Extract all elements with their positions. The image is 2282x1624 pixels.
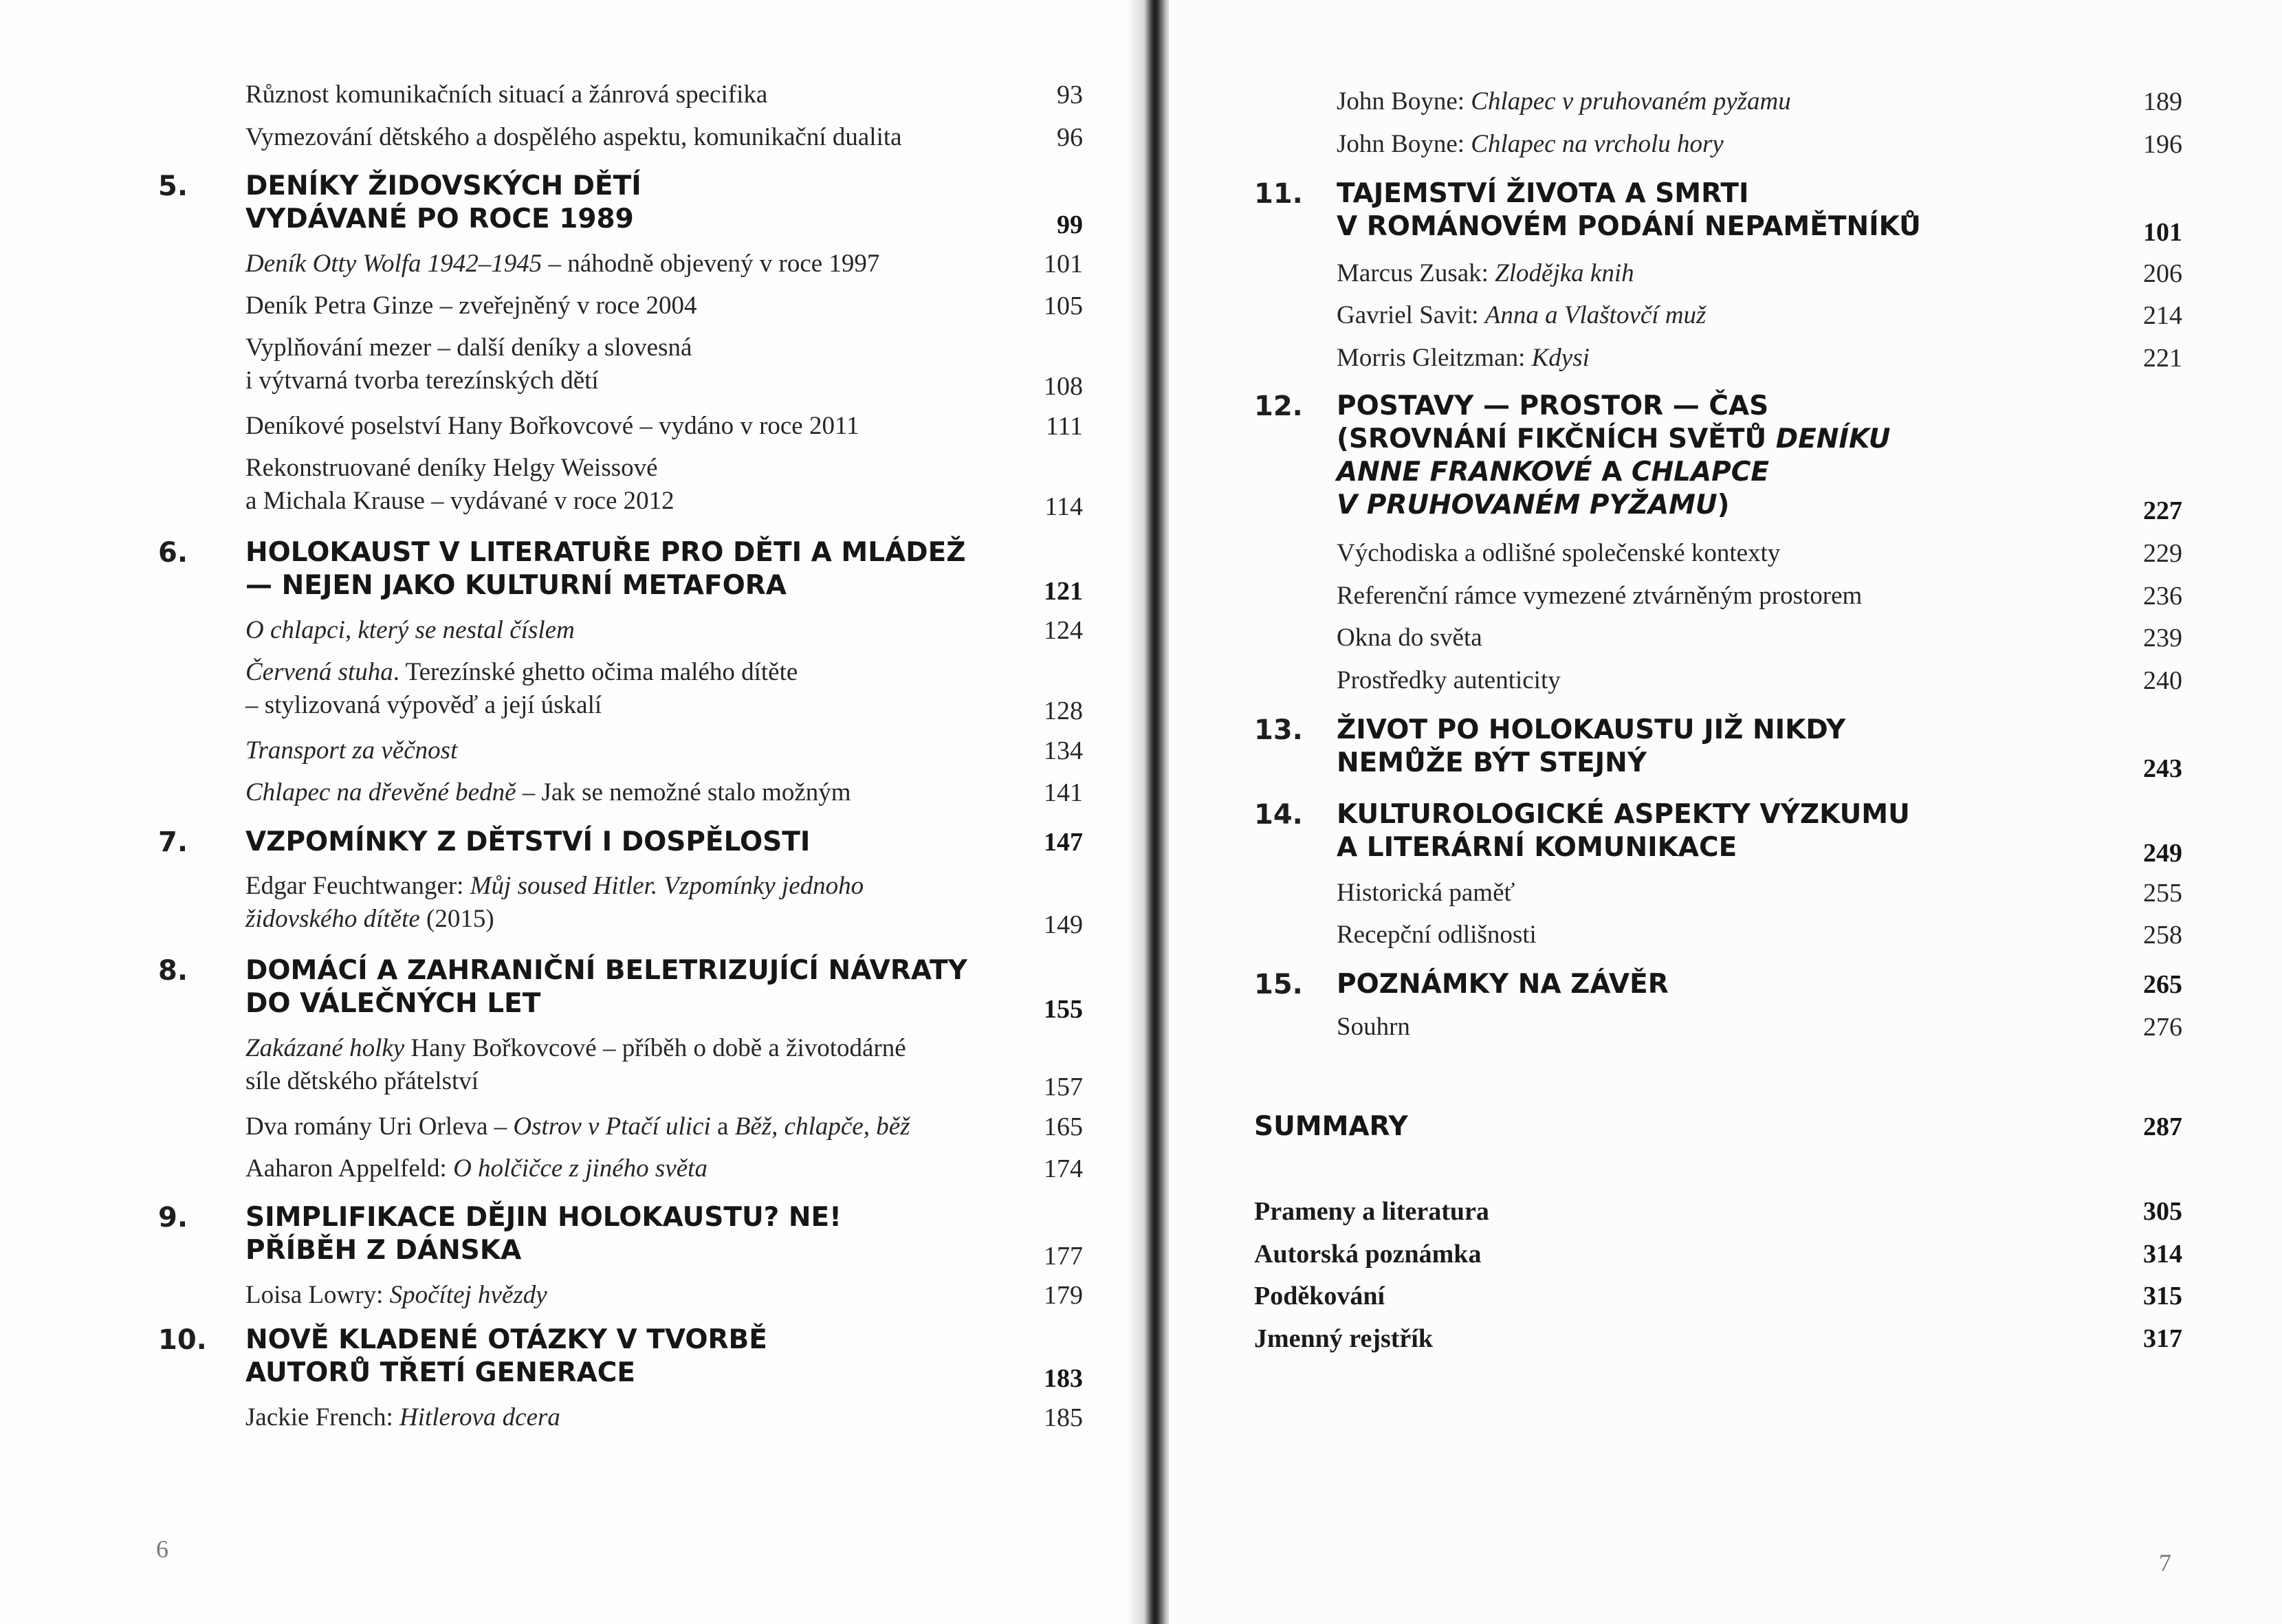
toc-entry-title: Gavriel Savit: Anna a Vlaštovčí muž: [1337, 301, 1707, 329]
toc-entry-title: Deník Petra Ginze – zveřejněný v roce 2004: [245, 292, 697, 320]
toc-chapter-title: VYDÁVANÉ PO ROCE 1989: [245, 204, 634, 234]
toc-chapter-page: 177: [1044, 1242, 1083, 1271]
toc-entry-page: 185: [1044, 1403, 1083, 1432]
toc-chapter-number: 6.: [158, 537, 188, 569]
toc-chapter-page: 243: [2143, 754, 2182, 783]
toc-entry: [1254, 128, 2182, 161]
toc-entry-page: 124: [1044, 616, 1083, 645]
toc-entry: [158, 776, 1083, 809]
toc-entry-page: 134: [1044, 736, 1083, 765]
toc-entry-title: Vyplňování mezer – další deníky a slovesná: [245, 333, 692, 362]
toc-chapter: [1254, 1110, 2182, 1143]
toc-entry-title: Loisa Lowry: Spočítej hvězdy: [245, 1281, 547, 1309]
toc-chapter-title: DOMÁCÍ A ZAHRANIČNÍ BELETRIZUJÍCÍ NÁVRATY: [245, 955, 967, 986]
toc-entry-page: 128: [1044, 696, 1083, 725]
toc-chapter-number: 14.: [1254, 799, 1303, 831]
toc-chapter-number: 9.: [158, 1202, 188, 1233]
toc-chapter-page: 265: [2143, 970, 2182, 999]
toc-entry-title: Transport za věčnost: [245, 736, 458, 765]
toc-entry: [1254, 877, 2182, 910]
toc-entry-title: Souhrn: [1337, 1013, 1410, 1041]
toc-entry-title: Deník Otty Wolfa 1942–1945 – náhodně objevený v roce 1997: [245, 250, 880, 278]
toc-entry: [158, 870, 1083, 939]
toc-entry-title: Historická paměť: [1337, 879, 1515, 907]
toc-chapter-title: — NEJEN JAKO KULTURNÍ METAFORA: [245, 570, 787, 601]
toc-entry-page: 149: [1044, 910, 1083, 939]
toc-chapter-number: 8.: [158, 955, 188, 987]
toc-entry-page: 179: [1044, 1281, 1083, 1310]
toc-entry-title: židovského dítěte (2015): [245, 905, 494, 933]
toc-chapter-title: SIMPLIFIKACE DĚJIN HOLOKAUSTU? NE!: [245, 1202, 842, 1233]
toc-entry-page: 276: [2143, 1013, 2182, 1042]
toc-entry: [158, 1279, 1083, 1312]
page-number: 7: [2159, 1549, 2171, 1577]
toc-entry: [158, 1032, 1083, 1101]
toc-backmatter-page: 315: [2143, 1282, 2182, 1310]
toc-entry-page: 236: [2143, 582, 2182, 611]
toc-chapter-number: 7.: [158, 826, 188, 858]
toc-chapter-page: 99: [1057, 210, 1083, 239]
toc-backmatter: [1254, 1322, 2182, 1355]
toc-entry-page: 157: [1044, 1073, 1083, 1101]
toc-entry-title: Morris Gleitzman: Kdysi: [1337, 344, 1590, 372]
toc-entry: [1254, 622, 2182, 655]
right-page: [1169, 0, 2282, 1624]
toc-entry: [158, 1152, 1083, 1185]
toc-chapter-page: 183: [1044, 1364, 1083, 1393]
toc-chapter: [158, 954, 1083, 1024]
toc-entry-page: 105: [1044, 292, 1083, 320]
toc-entry-title: i výtvarná tvorba terezínských dětí: [245, 366, 599, 395]
toc-entry: [1254, 919, 2182, 952]
toc-entry: [158, 248, 1083, 281]
toc-chapter-number: 13.: [1254, 714, 1303, 746]
toc-chapter-title: POSTAVY — PROSTOR — ČAS: [1337, 391, 1769, 421]
toc-chapter-title: KULTUROLOGICKÉ ASPEKTY VÝZKUMU: [1337, 799, 1910, 830]
toc-chapter-number: 5.: [158, 171, 188, 202]
toc-entry-page: 214: [2143, 301, 2182, 330]
toc-chapter-title: AUTORŮ TŘETÍ GENERACE: [245, 1357, 636, 1388]
toc-entry: [1254, 85, 2182, 118]
toc-chapter-title: SUMMARY: [1254, 1111, 1408, 1142]
toc-entry: [158, 734, 1083, 767]
toc-entry-page: 101: [1044, 250, 1083, 278]
toc-chapter-page: 249: [2143, 839, 2182, 868]
toc-chapter-title: NOVĚ KLADENÉ OTÁZKY V TVORBĚ: [245, 1324, 767, 1355]
toc-entry-title: a Michala Krause – vydávané v roce 2012: [245, 487, 674, 515]
toc-entry-page: 165: [1044, 1112, 1083, 1141]
toc-entry-title: Vymezování dětského a dospělého aspektu, komunikační dualita: [245, 123, 902, 151]
toc-entry-title: Jackie French: Hitlerova dcera: [245, 1403, 560, 1431]
toc-entry: [1254, 257, 2182, 290]
toc-entry: [1254, 1011, 2182, 1044]
toc-entry: [1254, 664, 2182, 697]
toc-chapter-title: NEMŮŽE BÝT STEJNÝ: [1337, 747, 1647, 778]
toc-entry-title: O chlapci, který se nestal číslem: [245, 616, 575, 644]
toc-chapter-title: POZNÁMKY NA ZÁVĚR: [1337, 969, 1669, 1000]
toc-backmatter-page: 317: [2143, 1324, 2182, 1353]
toc-chapter-title: ANNE FRANKOVÉ A CHLAPCE: [1337, 457, 1769, 487]
page-number: 6: [156, 1535, 168, 1563]
toc-chapter: [158, 826, 1083, 859]
toc-chapter-title: V ROMÁNOVÉM PODÁNÍ NEPAMĚTNÍKŮ: [1337, 211, 1921, 242]
toc-entry-page: 221: [2143, 344, 2182, 373]
toc-entry-title: Edgar Feuchtwanger: Můj soused Hitler. Vzpomínky jednoho: [245, 872, 864, 900]
toc-chapter-number: 12.: [1254, 391, 1303, 422]
toc-chapter: [158, 1324, 1083, 1393]
toc-chapter-title: HOLOKAUST V LITERATUŘE PRO DĚTI A MLÁDEŽ: [245, 537, 966, 568]
toc-entry: [158, 1110, 1083, 1143]
toc-chapter-number: 15.: [1254, 969, 1303, 1000]
toc-entry: [158, 1401, 1083, 1434]
toc-chapter-number: 11.: [1254, 178, 1303, 210]
toc-chapter-title: VZPOMÍNKY Z DĚTSTVÍ I DOSPĚLOSTI: [245, 826, 811, 857]
toc-chapter: [1254, 390, 2182, 525]
toc-chapter-title: TAJEMSTVÍ ŽIVOTA A SMRTI: [1337, 178, 1749, 209]
toc-chapter: [1254, 798, 2182, 868]
toc-entry-page: 111: [1045, 412, 1083, 441]
toc-entry-title: Aaharon Appelfeld: O holčičce z jiného světa: [245, 1154, 707, 1183]
toc-chapter-page: 227: [2143, 496, 2182, 525]
toc-entry: [158, 614, 1083, 647]
toc-chapter-page: 121: [1044, 577, 1083, 606]
toc-chapter-title: ŽIVOT PO HOLOKAUSTU JIŽ NIKDY: [1337, 714, 1846, 745]
toc-entry-page: 93: [1057, 80, 1083, 109]
toc-entry-title: Referenční rámce vymezené ztvárněným prostorem: [1337, 582, 1863, 610]
toc-chapter-page: 287: [2143, 1112, 2182, 1141]
toc-entry-page: 240: [2143, 666, 2182, 695]
toc-entry-title: Okna do světa: [1337, 624, 1482, 652]
toc-entry-title: Zakázané holky Hany Bořkovcové – příběh o době a životodárné: [245, 1034, 906, 1062]
toc-entry: [158, 331, 1083, 401]
toc-entry: [158, 78, 1083, 111]
toc-backmatter-title: Jmenný rejstřík: [1254, 1324, 1433, 1353]
toc-entry-title: síle dětského přátelství: [245, 1067, 479, 1095]
toc-entry-page: 174: [1044, 1154, 1083, 1183]
toc-entry: [158, 656, 1083, 725]
toc-entry: [158, 452, 1083, 521]
toc-entry-title: Červená stuha. Terezínské ghetto očima malého dítěte: [245, 658, 798, 686]
toc-chapter: [158, 1201, 1083, 1271]
toc-chapter-title: DENÍKY ŽIDOVSKÝCH DĚTÍ: [245, 171, 641, 201]
toc-chapter-page: 155: [1044, 995, 1083, 1024]
toc-backmatter-title: Poděkování: [1254, 1282, 1385, 1310]
toc-entry: [158, 289, 1083, 322]
toc-entry-title: Recepční odlišnosti: [1337, 921, 1537, 949]
toc-entry: [158, 410, 1083, 443]
toc-entry: [1254, 580, 2182, 613]
toc-entry-title: John Boyne: Chlapec v pruhovaném pyžamu: [1337, 87, 1791, 116]
toc-entry-page: 239: [2143, 624, 2182, 652]
toc-entry-page: 196: [2143, 130, 2182, 159]
toc-chapter-number: 10.: [158, 1324, 207, 1356]
toc-backmatter: [1254, 1280, 2182, 1313]
toc-entry-title: John Boyne: Chlapec na vrcholu hory: [1337, 130, 1724, 158]
toc-entry-page: 141: [1044, 778, 1083, 807]
toc-entry-title: Východiska a odlišné společenské kontexty: [1337, 539, 1781, 567]
toc-chapter-title: PŘÍBĚH Z DÁNSKA: [245, 1235, 522, 1266]
toc-entry-title: – stylizovaná výpověď a její úskalí: [245, 691, 602, 719]
toc-entry: [1254, 299, 2182, 332]
toc-chapter-page: 147: [1044, 828, 1083, 857]
toc-entry-title: Dva romány Uri Orleva – Ostrov v Ptačí ulici a Běž, chlapče, běž: [245, 1112, 910, 1141]
toc-chapter: [158, 170, 1083, 239]
toc-backmatter: [1254, 1195, 2182, 1228]
toc-backmatter-page: 305: [2143, 1197, 2182, 1226]
toc-entry-page: 189: [2143, 87, 2182, 116]
toc-chapter-title: DO VÁLEČNÝCH LET: [245, 988, 541, 1019]
toc-chapter-title: A LITERÁRNÍ KOMUNIKACE: [1337, 832, 1737, 863]
toc-entry-title: Marcus Zusak: Zlodějka knih: [1337, 259, 1634, 287]
toc-entry-page: 96: [1057, 123, 1083, 152]
toc-backmatter: [1254, 1238, 2182, 1271]
toc-chapter-title: (SROVNÁNÍ FIKČNÍCH SVĚTŮ DENÍKU: [1337, 424, 1891, 454]
toc-entry: [1254, 537, 2182, 570]
toc-entry-title: Prostředky autenticity: [1337, 666, 1561, 694]
toc-chapter: [1254, 177, 2182, 247]
toc-entry-page: 258: [2143, 921, 2182, 950]
toc-entry-page: 108: [1044, 372, 1083, 401]
toc-chapter: [158, 536, 1083, 606]
toc-entry-page: 206: [2143, 259, 2182, 288]
toc-entry-page: 255: [2143, 879, 2182, 908]
toc-entry: [158, 121, 1083, 154]
toc-entry: [1254, 342, 2182, 375]
toc-entry-title: Různost komunikačních situací a žánrová specifika: [245, 80, 768, 109]
toc-backmatter-page: 314: [2143, 1240, 2182, 1269]
toc-chapter-page: 101: [2143, 218, 2182, 247]
toc-chapter: [1254, 968, 2182, 1001]
toc-backmatter-title: Autorská poznámka: [1254, 1240, 1482, 1269]
toc-chapter-title: V PRUHOVANÉM PYŽAMU): [1337, 490, 1730, 520]
toc-backmatter-title: Prameny a literatura: [1254, 1197, 1489, 1226]
toc-entry-title: Deníkové poselství Hany Bořkovcové – vydáno v roce 2011: [245, 412, 859, 440]
toc-entry-page: 114: [1044, 492, 1083, 521]
toc-entry-title: Rekonstruované deníky Helgy Weissové: [245, 454, 658, 482]
toc-entry-page: 229: [2143, 539, 2182, 568]
toc-chapter: [1254, 714, 2182, 783]
toc-entry-title: Chlapec na dřevěné bedně – Jak se nemožné stalo možným: [245, 778, 851, 806]
